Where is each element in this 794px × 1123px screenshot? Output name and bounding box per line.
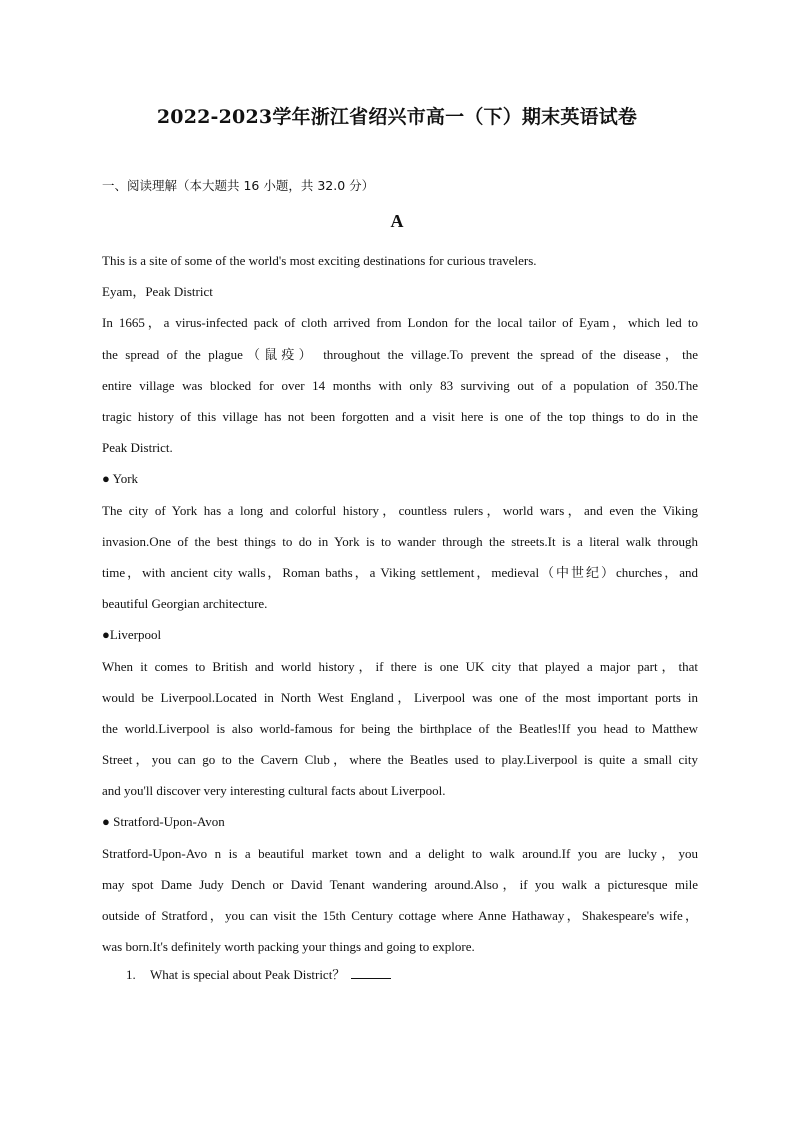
- question-text: What is special about Peak District？: [150, 967, 346, 982]
- stratford-line: outside of Stratford，you can visit the 15th Century cottage where Anne Hathaway，Shakespeare's wife，: [102, 908, 698, 924]
- peak-heading: Eyam，Peak District: [102, 284, 213, 300]
- stratford-line: Stratford-Upon-Avo n is a beautiful market town and a delight to walk around.If you are lucky，you: [102, 845, 698, 861]
- york-heading: ● York: [102, 471, 139, 487]
- liverpool-heading: ●Liverpool: [102, 627, 162, 643]
- peak-line: In 1665，a virus-infected pack of cloth arrived from London for the local tailor of Eyam，which led to: [102, 315, 698, 331]
- peak-line: Peak District.: [102, 440, 173, 456]
- passage-body: [102, 245, 698, 962]
- stratford-line: may spot Dame Judy Dench or David Tenant wandering around.Also，if you walk a picturesque mile: [102, 876, 698, 892]
- answer-blank[interactable]: [351, 966, 391, 979]
- liverpool-line: Street，you can go to the Cavern Club，where the Beatles used to play.Liverpool is quite a small city: [102, 752, 698, 768]
- section-heading: 一、阅读理解（本大题共 16 小题，共 32.0 分）: [102, 178, 375, 193]
- york-line: The city of York has a long and colorful history，countless rulers，world wars，and even the Viking: [102, 502, 698, 518]
- york-line: invasion.One of the best things to do in York is to wander through the streets.It is a literal walk through: [102, 533, 698, 549]
- page-title: 2022-2023学年浙江省绍兴市高一（下）期末英语试卷: [156, 106, 638, 128]
- stratford-heading: ● Stratford-Upon-Avon: [102, 814, 225, 830]
- liverpool-line: When it comes to British and world history，if there is one UK city that played a major part，that: [102, 658, 698, 674]
- peak-line: the spread of the plague（鼠疫） throughout the village.To prevent the spread of the disease，the: [102, 346, 698, 362]
- york-line: time，with ancient city walls，Roman baths，a Viking settlement，medieval（中世纪）churches，and: [102, 564, 698, 580]
- york-line: beautiful Georgian architecture.: [102, 596, 268, 612]
- liverpool-line: and you'll discover very interesting cultural facts about Liverpool.: [102, 783, 446, 799]
- liverpool-line: the world.Liverpool is also world-famous for being the birthplace of the Beatles!If you head to Matthew: [102, 720, 698, 736]
- peak-line: tragic history of this village has not been forgotten and a visit here is one of the top things to do in the: [102, 408, 698, 424]
- liverpool-line: would be Liverpool.Located in North West England，Liverpool was one of the most important ports in: [102, 689, 698, 705]
- question-number: 1.: [126, 967, 136, 982]
- passage-intro: This is a site of some of the world's most exciting destinations for curious travelers.: [102, 253, 537, 268]
- stratford-line: was born.It's definitely worth packing your things and going to explore.: [102, 939, 475, 955]
- question-item: [126, 964, 391, 986]
- peak-line: entire village was blocked for over 14 months with only 83 surviving out of a population of 350.The: [102, 377, 698, 393]
- passage-letter: A: [390, 211, 404, 231]
